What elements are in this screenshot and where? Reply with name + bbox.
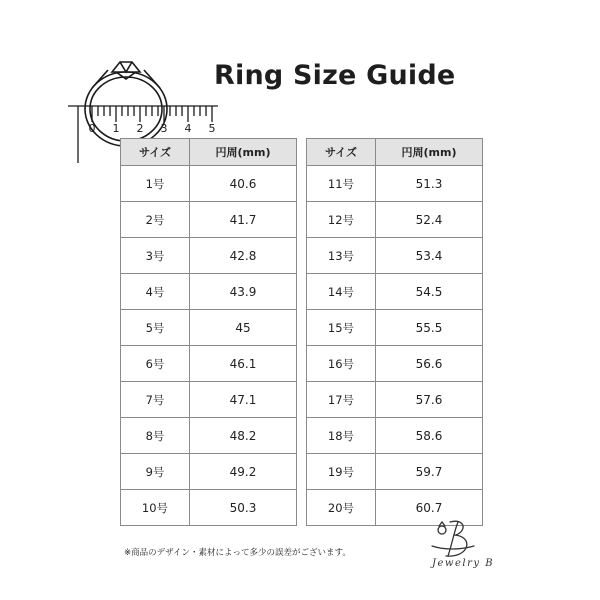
circumference-cell: 52.4: [376, 202, 483, 238]
size-cell: 19号: [307, 454, 376, 490]
circumference-cell: 42.8: [190, 238, 297, 274]
ruler-tick-label: 0: [88, 122, 96, 135]
size-cell: 12号: [307, 202, 376, 238]
circumference-cell: 54.5: [376, 274, 483, 310]
circumference-cell: 47.1: [190, 382, 297, 418]
table-row: [121, 166, 297, 202]
table-row: [307, 346, 483, 382]
circumference-cell: 57.6: [376, 382, 483, 418]
table-row: [121, 310, 297, 346]
circumference-cell: 40.6: [190, 166, 297, 202]
table-row: [307, 418, 483, 454]
table-row: [121, 382, 297, 418]
ruler-tick-label: 5: [208, 122, 216, 135]
circumference-cell: 50.3: [190, 490, 297, 526]
page-title: Ring Size Guide: [214, 60, 456, 91]
circumference-cell: 53.4: [376, 238, 483, 274]
circumference-cell: 60.7: [376, 490, 483, 526]
table-row: [121, 418, 297, 454]
circumference-cell: 56.6: [376, 346, 483, 382]
circumference-cell: 46.1: [190, 346, 297, 382]
table-row: [121, 346, 297, 382]
table-row: [307, 166, 483, 202]
size-cell: 16号: [307, 346, 376, 382]
size-cell: 10号: [121, 490, 190, 526]
table-row: [307, 238, 483, 274]
circumference-cell: 48.2: [190, 418, 297, 454]
size-cell: 1号: [121, 166, 190, 202]
table-header-row: [307, 139, 483, 166]
size-cell: 13号: [307, 238, 376, 274]
header-circumference: 円周(mm): [376, 139, 483, 166]
circumference-cell: 59.7: [376, 454, 483, 490]
table-row: [121, 454, 297, 490]
table-row: [307, 382, 483, 418]
circumference-cell: 55.5: [376, 310, 483, 346]
footnote: ※商品のデザイン・素材によって多少の誤差がございます。: [124, 548, 351, 558]
table-row: [307, 202, 483, 238]
size-cell: 20号: [307, 490, 376, 526]
circumference-cell: 43.9: [190, 274, 297, 310]
circumference-cell: 51.3: [376, 166, 483, 202]
size-cell: 9号: [121, 454, 190, 490]
size-cell: 6号: [121, 346, 190, 382]
table-row: [121, 238, 297, 274]
ruler-tick-label: 4: [184, 122, 192, 135]
table-row: [121, 202, 297, 238]
size-cell: 4号: [121, 274, 190, 310]
table-row: [307, 310, 483, 346]
size-cell: 11号: [307, 166, 376, 202]
ruler-tick-label: 1: [112, 122, 120, 135]
circumference-cell: 58.6: [376, 418, 483, 454]
ruler-tick-label: 3: [160, 122, 168, 135]
circumference-cell: 41.7: [190, 202, 297, 238]
size-cell: 7号: [121, 382, 190, 418]
header-size: サイズ: [307, 139, 376, 166]
table-row: [121, 274, 297, 310]
size-cell: 5号: [121, 310, 190, 346]
size-cell: 2号: [121, 202, 190, 238]
monogram-b-icon: [424, 516, 484, 560]
circumference-cell: 45: [190, 310, 297, 346]
size-cell: 3号: [121, 238, 190, 274]
ring-icon: [85, 62, 167, 146]
size-cell: 8号: [121, 418, 190, 454]
table-header-row: [121, 139, 297, 166]
size-table-left: [120, 138, 297, 526]
size-cell: 18号: [307, 418, 376, 454]
circumference-cell: 49.2: [190, 454, 297, 490]
size-cell: 14号: [307, 274, 376, 310]
table-row: [121, 490, 297, 526]
size-cell: 17号: [307, 382, 376, 418]
size-cell: 15号: [307, 310, 376, 346]
ruler-tick-label: 2: [136, 122, 144, 135]
size-table-right: [306, 138, 483, 526]
table-row: [307, 454, 483, 490]
header-size: サイズ: [121, 139, 190, 166]
brand-name: Jewelry B: [432, 558, 495, 569]
table-row: [307, 274, 483, 310]
header-circumference: 円周(mm): [190, 139, 297, 166]
